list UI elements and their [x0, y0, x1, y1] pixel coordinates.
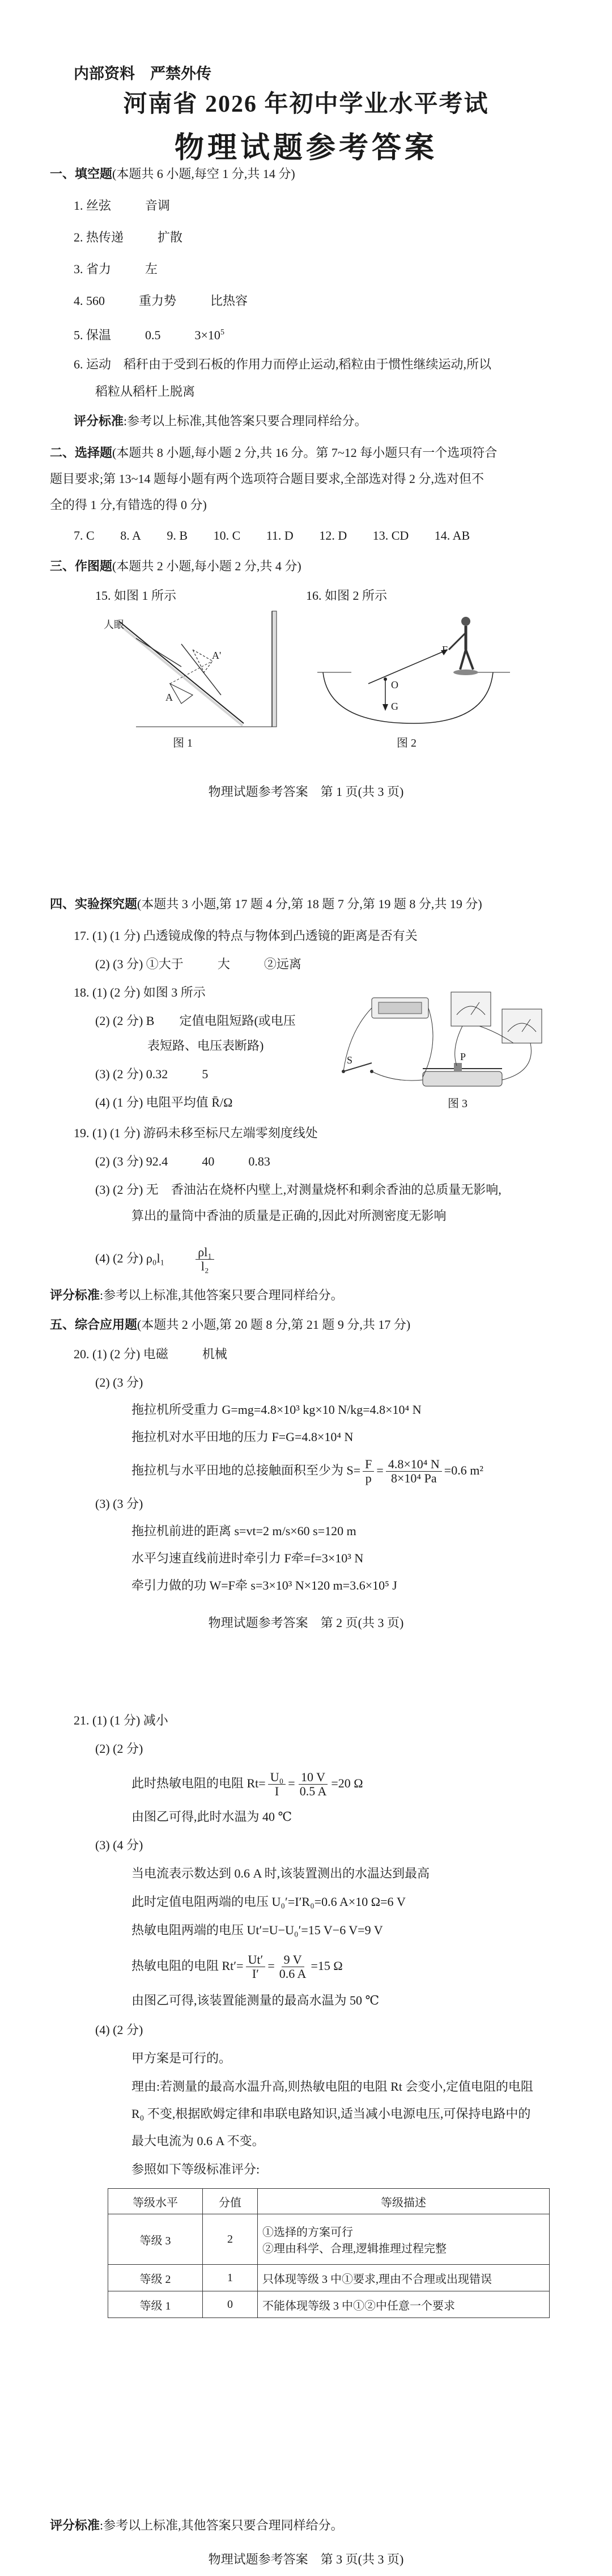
q20-area: 拖拉机与水平田地的总接触面积至少为 S= $\frac{F}{p}$ = $\frac{\text{4.8×10⁴ N}}{\text{8×10⁴ Pa}}$ =0.6 m²	[131, 1457, 483, 1486]
answer-5: 5. 保温 0.5 $3\times 10^5$	[74, 328, 224, 342]
section-4-heading: 四、实验探究题(本题共 3 小题,第 17 题 4 分,第 18 题 7 分,第 19 题 8 分,共 19 分)	[50, 897, 482, 911]
section-2-note-3: 全的得 1 分,有错选的得 0 分)	[50, 498, 207, 512]
q18-1: 18. (1) (2 分) 如图 3 所示	[74, 985, 206, 999]
q20-traction: 水平匀速直线前进时牵引力 F牵=f=3×10³ N	[131, 1551, 364, 1565]
page-2	[0, 822, 612, 1655]
q21-4: (4) (2 分)	[95, 2023, 143, 2037]
q21-1: 21. (1) (1 分) 减小	[74, 1713, 168, 1727]
q21-max-temp-note: 当电流表示数达到 0.6 A 时,该装置测出的水温达到最高	[131, 1866, 430, 1880]
q20-distance: 拖拉机前进的距离 s=vt=2 m/s×60 s=120 m	[131, 1524, 356, 1538]
section-5-heading: 五、综合应用题(本题共 2 小题,第 20 题 8 分,第 21 题 9 分,共 17 分)	[50, 1317, 411, 1332]
q20-1: 20. (1) (2 分) 电磁 机械	[74, 1347, 227, 1361]
exam-title: 河南省 2026 年初中学业水平考试	[123, 91, 489, 117]
q18-2: (2) (2 分) B 定值电阻短路(或电压	[95, 1014, 296, 1028]
q21-2: (2) (2 分)	[95, 1742, 143, 1756]
answer-6-line2: 稻粒从稻杆上脱离	[95, 384, 196, 399]
fig1-caption: 图 1	[173, 737, 193, 749]
q21-reason-3: 最大电流为 0.6 A 不变。	[131, 2134, 265, 2148]
figure-3-circuit	[338, 986, 547, 1105]
answer-1: 1. 丝弦 音调	[74, 198, 171, 213]
table-cell: 0	[203, 2291, 258, 2318]
q21-temp-1: 由图乙可得,此时水温为 40 ℃	[131, 1810, 292, 1824]
q21-reason-2: R₀ 不变,根据欧姆定律和串联电路知识,适当减小电源电压,可保持电路中的	[131, 2107, 531, 2121]
q21-reason-1: 理由:若测量的最高水温升高,则热敏电阻的电阻 Rt 会变小,定值电阻的电阻	[131, 2079, 533, 2094]
table-cell: 等级 1	[108, 2291, 203, 2318]
fig1-a-prime-label: A'	[212, 650, 222, 661]
q18-4: (4) (1 分) 电阻平均值 R̄/Ω	[95, 1095, 233, 1109]
criteria-2: 评分标准:参考以上标准,其他答案只要合理同样给分。	[50, 1288, 343, 1302]
section-2-heading: 二、选择题(本题共 8 小题,每小题 2 分,共 16 分。第 7~12 每小题只有一个选项符合	[50, 446, 498, 460]
q20-2: (2) (3 分)	[95, 1375, 143, 1389]
table-cell: 不能体现等级 3 中①②中任意一个要求	[258, 2291, 550, 2318]
table-cell: 2	[203, 2214, 258, 2265]
q20-pressure-force: 拖拉机对水平田地的压力 F=G=4.8×10⁴ N	[131, 1430, 354, 1444]
q19-3a: (3) (2 分) 无 香油沾在烧杯内壁上,对测量烧杯和剩余香油的总质量无影响,	[95, 1183, 502, 1197]
q16-label: 16. 如图 2 所示	[306, 588, 388, 603]
fig2-caption: 图 2	[397, 737, 416, 749]
section-1-heading: 一、填空题(本题共 6 小题,每空 1 分,共 14 分)	[50, 167, 295, 181]
q18-3: (3) (2 分) 0.32 5	[95, 1067, 209, 1081]
table-row	[108, 2291, 550, 2318]
fig3-s-label: S	[347, 1054, 353, 1066]
grading-table	[108, 2188, 550, 2318]
q21-resistance: 此时热敏电阻的电阻 Rt= $\frac{\text{U₀}}{I}$ = $\frac{10 V}{0.5 A}$ =20 Ω	[131, 1770, 363, 1799]
q21-fixed-voltage: 此时定值电阻两端的电压 U₀′=I′R₀=0.6 A×10 Ω=6 V	[131, 1895, 406, 1909]
section-3-heading: 三、作图题(本题共 2 小题,每小题 2 分,共 4 分)	[50, 559, 301, 573]
page-3-footer: 物理试题参考答案 第 3 页(共 3 页)	[208, 2552, 404, 2566]
q15-label: 15. 如图 1 所示	[95, 588, 177, 603]
criteria-1: 评分标准:参考以上标准,其他答案只要合理同样给分。	[74, 414, 367, 428]
table-cell: ①选择的方案可行 ②理由科学、合理,逻辑推理过程完整	[258, 2214, 550, 2265]
table-cell: 只体现等级 3 中①要求,理由不合理或出现错误	[258, 2265, 550, 2291]
choice-answers: 7. C 8. A 9. B 10. C 11. D 12. D 13. CD 14. AB	[74, 528, 470, 543]
criteria-3: 评分标准:参考以上标准,其他答案只要合理同样给分。	[50, 2518, 343, 2532]
q20-work: 牵引力做的功 W=F牵 s=3×10³ N×120 m=3.6×10⁵ J	[131, 1578, 397, 1592]
page-2-footer: 物理试题参考答案 第 2 页(共 3 页)	[208, 1616, 404, 1630]
answer-6-line1: 6. 运动 稻秆由于受到石板的作用力而停止运动,稻粒由于惯性继续运动,所以	[74, 357, 492, 371]
table-header: 分值	[203, 2189, 258, 2214]
q20-3: (3) (3 分)	[95, 1497, 143, 1511]
q21-resistance-2: 热敏电阻的电阻 Rt′= $\frac{Ut'}{I'}$ = $\frac{9 V}{0.6 A}$ =15 Ω	[131, 1952, 343, 1981]
q20-gravity: 拖拉机所受重力 G=mg=4.8×10³ kg×10 N/kg=4.8×10⁴ N	[131, 1403, 422, 1417]
table-cell: 等级 3	[108, 2214, 203, 2265]
doc-title: 物理试题参考答案	[174, 132, 437, 164]
page-3	[0, 1655, 612, 2576]
answer-2: 2. 热传递 扩散	[74, 230, 183, 244]
confidential-notice: 内部资料 严禁外传	[74, 65, 211, 82]
fig3-caption: 图 3	[448, 1098, 468, 1110]
q19-1: 19. (1) (1 分) 游码未移至标尺左端零刻度线处	[74, 1126, 318, 1140]
q21-temp-2: 由图乙可得,该装置能测量的最高水温为 50 ℃	[131, 1993, 380, 2007]
answer-3: 3. 省力 左	[74, 262, 158, 276]
q19-2: (2) (3 分) 92.4 40 0.83	[95, 1154, 270, 1168]
figure-1-mirror	[102, 610, 289, 729]
fig2-o-label: O	[391, 679, 398, 690]
table-header-row	[108, 2189, 550, 2214]
q21-plan: 甲方案是可行的。	[131, 2051, 232, 2065]
q21-3: (3) (4 分)	[95, 1838, 143, 1852]
q21-thermistor-voltage: 热敏电阻两端的电压 Ut′=U−U₀′=15 V−6 V=9 V	[131, 1923, 383, 1937]
fig1-a-label: A	[165, 692, 173, 703]
q19-3b: 算出的量筒中香油的质量是正确的,因此对所测密度无影响	[131, 1209, 447, 1223]
q21-grading-intro: 参照如下等级标准评分:	[131, 2162, 260, 2176]
q17-1: 17. (1) (1 分) 凸透镜成像的特点与物体到凸透镜的距离是否有关	[74, 929, 418, 943]
page-1-footer: 物理试题参考答案 第 1 页(共 3 页)	[208, 785, 404, 799]
table-row	[108, 2265, 550, 2291]
figure-2-force	[317, 610, 521, 729]
fig2-f-label: F	[442, 644, 448, 655]
fig3-p-label: P	[460, 1051, 466, 1062]
q17-2: (2) (3 分) ①大于 大 ②远离	[95, 957, 301, 971]
section-2-note-2: 题目要求;第 13~14 题每小题有两个选项符合题目要求,全部选对得 2 分,选对但不	[50, 472, 484, 486]
table-row	[108, 2214, 550, 2265]
fig1-eye-label: 人眼	[104, 619, 124, 630]
page-1	[0, 0, 612, 822]
table-cell: 1	[203, 2265, 258, 2291]
answer-4: 4. 560 重力势 比热容	[74, 294, 248, 308]
fig2-g-label: G	[391, 701, 398, 712]
table-header: 等级水平	[108, 2189, 203, 2214]
table-header: 等级描述	[258, 2189, 550, 2214]
q19-4: (4) (2 分) ρ₀l₁ $\frac{\text{ρl₁}}{\text{l₂}}$	[95, 1244, 216, 1273]
q18-2b: 表短路、电压表断路)	[147, 1039, 264, 1053]
table-cell: 等级 2	[108, 2265, 203, 2291]
